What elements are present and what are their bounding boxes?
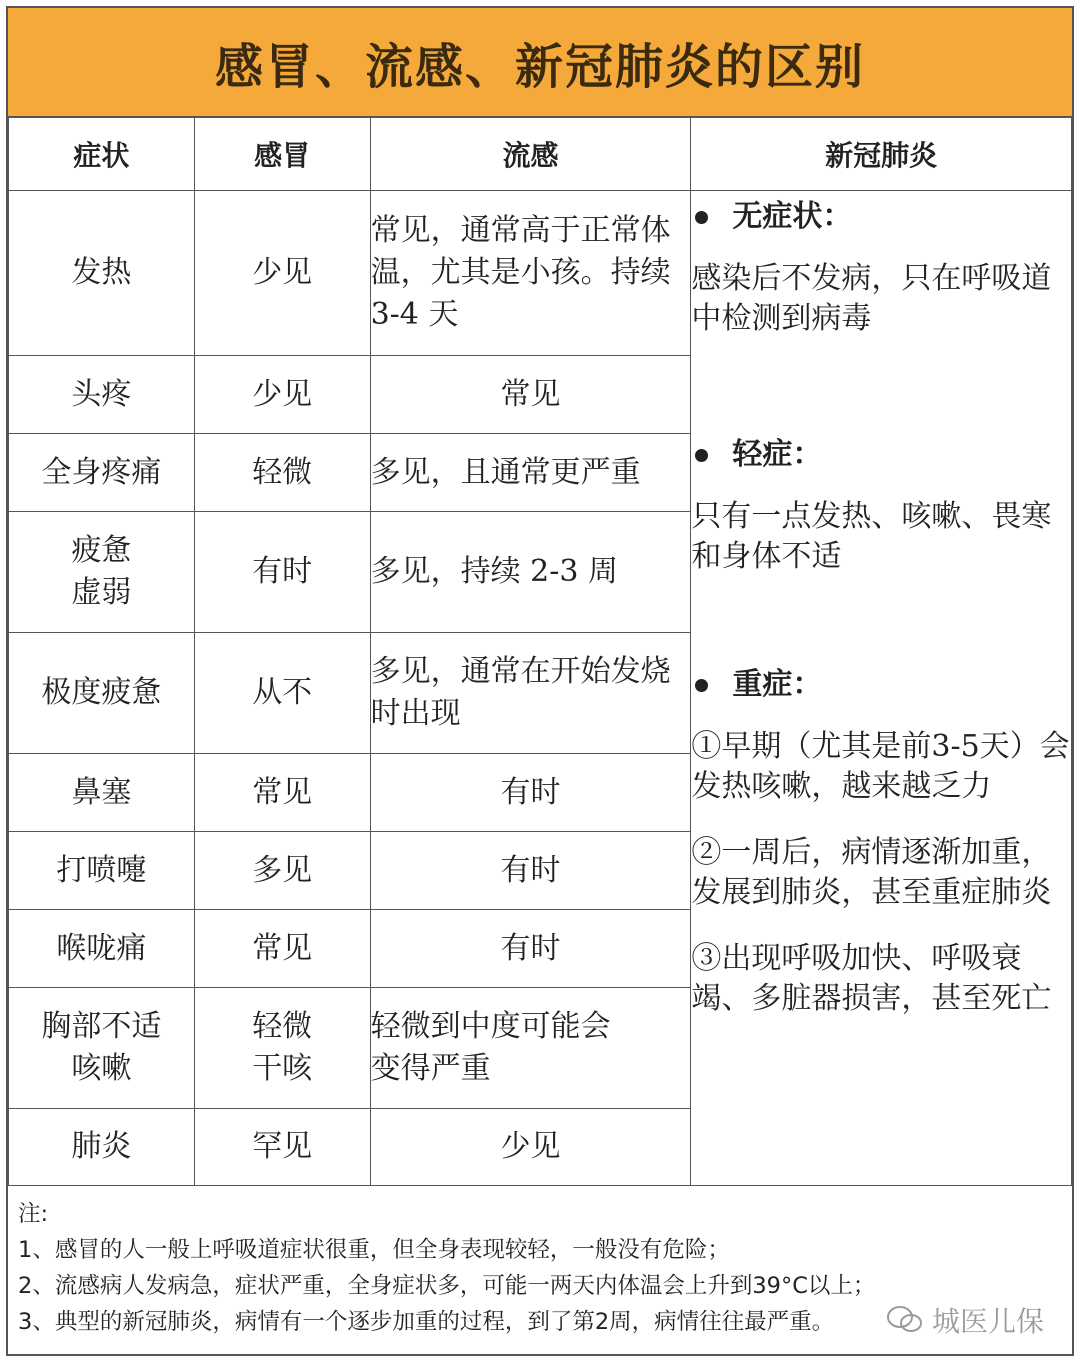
flu-cell: 常见，通常高于正常体温，尤其是小孩。持续 3-4 天 bbox=[370, 191, 691, 356]
table-row bbox=[9, 191, 1072, 356]
severe-stage-2: ②一周后，病情逐渐加重，发展到肺炎，甚至重症肺炎 bbox=[691, 835, 1052, 910]
covid-mild-heading bbox=[691, 435, 1071, 475]
asymptomatic-label: 无症状： bbox=[732, 199, 853, 234]
severe-stage-3: ③出现呼吸加快、呼吸衰竭、多脏器损害，甚至死亡 bbox=[691, 941, 1052, 1016]
covid-asymptomatic-heading bbox=[691, 197, 1071, 237]
comparison-table bbox=[8, 116, 1072, 1186]
header-covid: 新冠肺炎 bbox=[691, 117, 1072, 191]
symptom-cell: 发热 bbox=[9, 191, 195, 356]
symptom-cell: 鼻塞 bbox=[9, 754, 195, 832]
cold-cell: 少见 bbox=[194, 191, 370, 356]
bullet-icon bbox=[695, 211, 708, 224]
flu-cell: 多见，且通常更严重 bbox=[370, 434, 691, 512]
flu-cell: 多见，持续 2-3 周 bbox=[370, 512, 691, 633]
wechat-icon bbox=[886, 1305, 924, 1335]
symptom-cell: 打喷嚏 bbox=[9, 832, 195, 910]
severe-label: 重症： bbox=[732, 667, 823, 702]
flu-cell: 常见 bbox=[370, 356, 691, 434]
header-cold: 感冒 bbox=[194, 117, 370, 191]
flu-cell: 有时 bbox=[370, 910, 691, 988]
symptom-cell: 胸部不适咳嗽 bbox=[9, 988, 195, 1109]
watermark-text: 城医儿保 bbox=[931, 1305, 1044, 1338]
header-symptom: 症状 bbox=[9, 117, 195, 191]
symptom-cell: 全身疼痛 bbox=[9, 434, 195, 512]
header-flu: 流感 bbox=[370, 117, 691, 191]
note-item: 3、典型的新冠肺炎，病情有一个逐步加重的过程，到了第2周，病情往往最严重。 bbox=[18, 1309, 835, 1335]
cold-cell: 常见 bbox=[194, 754, 370, 832]
cold-cell: 从不 bbox=[194, 633, 370, 754]
cold-cell: 轻微干咳 bbox=[194, 988, 370, 1109]
page-title: 感冒、流感、新冠肺炎的区别 bbox=[214, 38, 865, 95]
comparison-card bbox=[6, 6, 1074, 1356]
symptom-cell: 喉咙痛 bbox=[9, 910, 195, 988]
symptom-cell: 极度疲惫 bbox=[9, 633, 195, 754]
bullet-icon bbox=[695, 449, 708, 462]
cold-cell: 有时 bbox=[194, 512, 370, 633]
covid-cell bbox=[691, 191, 1072, 1186]
flu-cell: 有时 bbox=[370, 754, 691, 832]
notes-label: 注: bbox=[18, 1201, 49, 1227]
flu-cell: 少见 bbox=[370, 1109, 691, 1186]
flu-cell: 轻微到中度可能会变得严重 bbox=[370, 988, 691, 1109]
severe-stage-1: ①早期（尤其是前3-5天）会发热咳嗽，越来越乏力 bbox=[691, 729, 1070, 804]
cold-cell: 常见 bbox=[194, 910, 370, 988]
cold-cell: 罕见 bbox=[194, 1109, 370, 1186]
covid-severe-heading bbox=[691, 665, 1071, 705]
cold-cell: 轻微 bbox=[194, 434, 370, 512]
mild-text: 只有一点发热、咳嗽、畏寒和身体不适 bbox=[691, 499, 1052, 574]
symptom-cell: 头疼 bbox=[9, 356, 195, 434]
title-bar bbox=[8, 8, 1072, 118]
mild-label: 轻症： bbox=[732, 437, 823, 472]
flu-cell: 多见，通常在开始发烧时出现 bbox=[370, 633, 691, 754]
table-header-row bbox=[9, 117, 1072, 191]
symptom-cell: 疲惫虚弱 bbox=[9, 512, 195, 633]
cold-cell: 多见 bbox=[194, 832, 370, 910]
cold-cell: 少见 bbox=[194, 356, 370, 434]
watermark bbox=[886, 1300, 1044, 1340]
note-item: 1、感冒的人一般上呼吸道症状很重，但全身表现较轻，一般没有危险； bbox=[18, 1237, 730, 1263]
symptom-cell: 肺炎 bbox=[9, 1109, 195, 1186]
note-item: 2、流感病人发病急，症状严重，全身症状多，可能一两天内体温会上升到39°C以上； bbox=[18, 1273, 876, 1299]
bullet-icon bbox=[695, 679, 708, 692]
flu-cell: 有时 bbox=[370, 832, 691, 910]
asymptomatic-text: 感染后不发病，只在呼吸道中检测到病毒 bbox=[691, 261, 1052, 336]
